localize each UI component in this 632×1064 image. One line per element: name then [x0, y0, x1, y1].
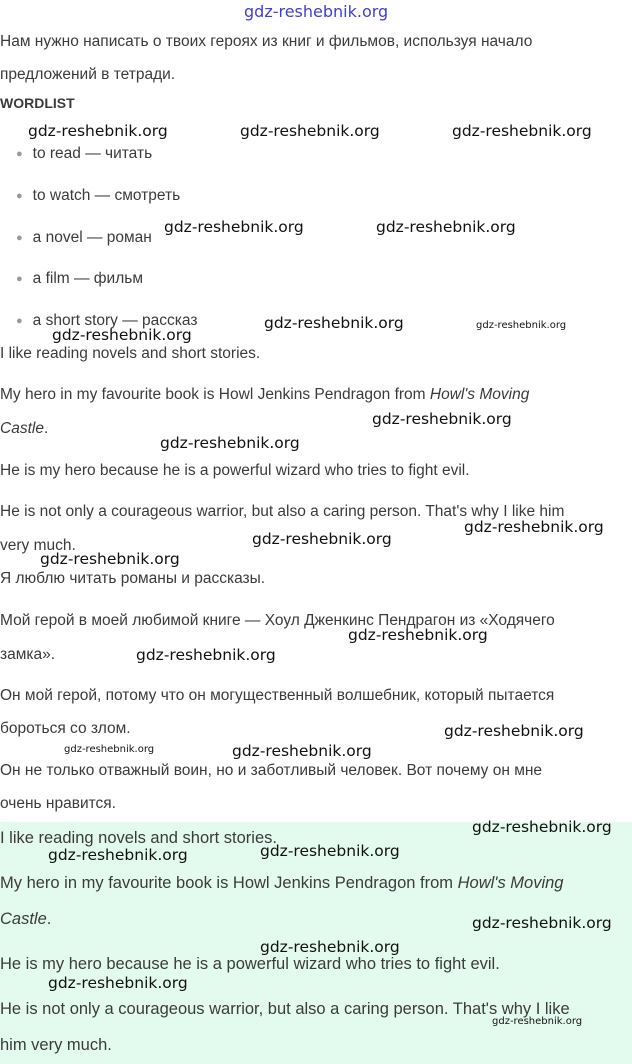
green-line-2: My hero in my favourite book is Howl Jenkins Pendragon from Howl's Moving: [0, 874, 564, 892]
green-line-4: He is my hero because he is a powerful wizard who tries to fight evil.: [0, 955, 500, 973]
green-line-6: him very much.: [0, 1036, 112, 1054]
watermark: gdz-reshebnik.org: [376, 218, 516, 236]
watermark: gdz-reshebnik.org: [252, 530, 392, 548]
watermark: gdz-reshebnik.org: [40, 550, 180, 568]
watermark: gdz-reshebnik.org: [444, 722, 584, 740]
watermark: gdz-reshebnik.org: [52, 326, 192, 344]
watermark-top: gdz-reshebnik.org: [244, 2, 389, 21]
wordlist-item: ● a novel — роман: [16, 229, 152, 246]
watermark: gdz-reshebnik.org: [28, 122, 168, 140]
watermark: gdz-reshebnik.org: [264, 314, 404, 332]
ru-line-6: Он не только отважный воин, но и заботливый человек. Вот почему он мне: [0, 762, 543, 779]
wordlist-item: ● to watch — смотреть: [16, 187, 181, 204]
intro-line-1: Нам нужно написать о твоих героях из книг и фильмов, используя начало: [0, 33, 533, 50]
en-line-6: very much.: [0, 537, 76, 554]
intro-line-2: предложений в тетради.: [0, 66, 176, 83]
bullet-icon: ●: [16, 148, 23, 160]
watermark: gdz-reshebnik.org: [348, 626, 488, 644]
ru-line-1: Я люблю читать романы и рассказы.: [0, 570, 266, 587]
watermark: gdz-reshebnik.org: [260, 938, 400, 956]
wordlist-title: WORDLIST: [0, 95, 75, 111]
en-line-4: He is my hero because he is a powerful wizard who tries to fight evil.: [0, 462, 470, 479]
green-line-3: Castle.: [0, 910, 52, 928]
watermark: gdz-reshebnik.org: [136, 646, 276, 664]
watermark: gdz-reshebnik.org: [464, 518, 604, 536]
bullet-icon: ●: [16, 190, 23, 202]
watermark: gdz-reshebnik.org: [372, 410, 512, 428]
en-line-2: My hero in my favourite book is Howl Jenkins Pendragon from Howl's Moving: [0, 386, 530, 403]
en-line-3: Castle.: [0, 420, 49, 437]
watermark: gdz-reshebnik.org: [48, 846, 188, 864]
bullet-icon: ●: [16, 315, 23, 327]
bullet-icon: ●: [16, 273, 23, 285]
watermark: gdz-reshebnik.org: [64, 744, 155, 755]
watermark: gdz-reshebnik.org: [492, 1016, 583, 1027]
en-line-1: I like reading novels and short stories.: [0, 345, 261, 362]
watermark: gdz-reshebnik.org: [472, 818, 612, 836]
ru-line-3: замка».: [0, 646, 56, 663]
watermark: gdz-reshebnik.org: [164, 218, 304, 236]
green-line-1: I like reading novels and short stories.: [0, 829, 277, 847]
green-line-5: He is not only a courageous warrior, but also a caring person. That's why I like: [0, 1000, 570, 1018]
wordlist-item: ● a film — фильм: [16, 270, 143, 287]
ru-line-4: Он мой герой, потому что он могущественный волшебник, который пытается: [0, 687, 555, 704]
ru-line-7: очень нравится.: [0, 795, 116, 812]
watermark: gdz-reshebnik.org: [160, 434, 300, 452]
ru-line-5: бороться со злом.: [0, 720, 131, 737]
wordlist-item: ● a short story — рассказ: [16, 312, 198, 329]
watermark: gdz-reshebnik.org: [240, 122, 380, 140]
watermark: gdz-reshebnik.org: [232, 742, 372, 760]
watermark: gdz-reshebnik.org: [260, 842, 400, 860]
ru-line-2: Мой герой в моей любимой книге — Хоул Дженкинс Пендрагон из «Ходячего: [0, 612, 555, 629]
watermark: gdz-reshebnik.org: [472, 914, 612, 932]
watermark: gdz-reshebnik.org: [476, 320, 567, 331]
bullet-icon: ●: [16, 232, 23, 244]
en-line-5: He is not only a courageous warrior, but also a caring person. That's why I like him: [0, 503, 565, 520]
wordlist-item: ● to read — читать: [16, 145, 153, 162]
watermark: gdz-reshebnik.org: [452, 122, 592, 140]
watermark: gdz-reshebnik.org: [48, 974, 188, 992]
